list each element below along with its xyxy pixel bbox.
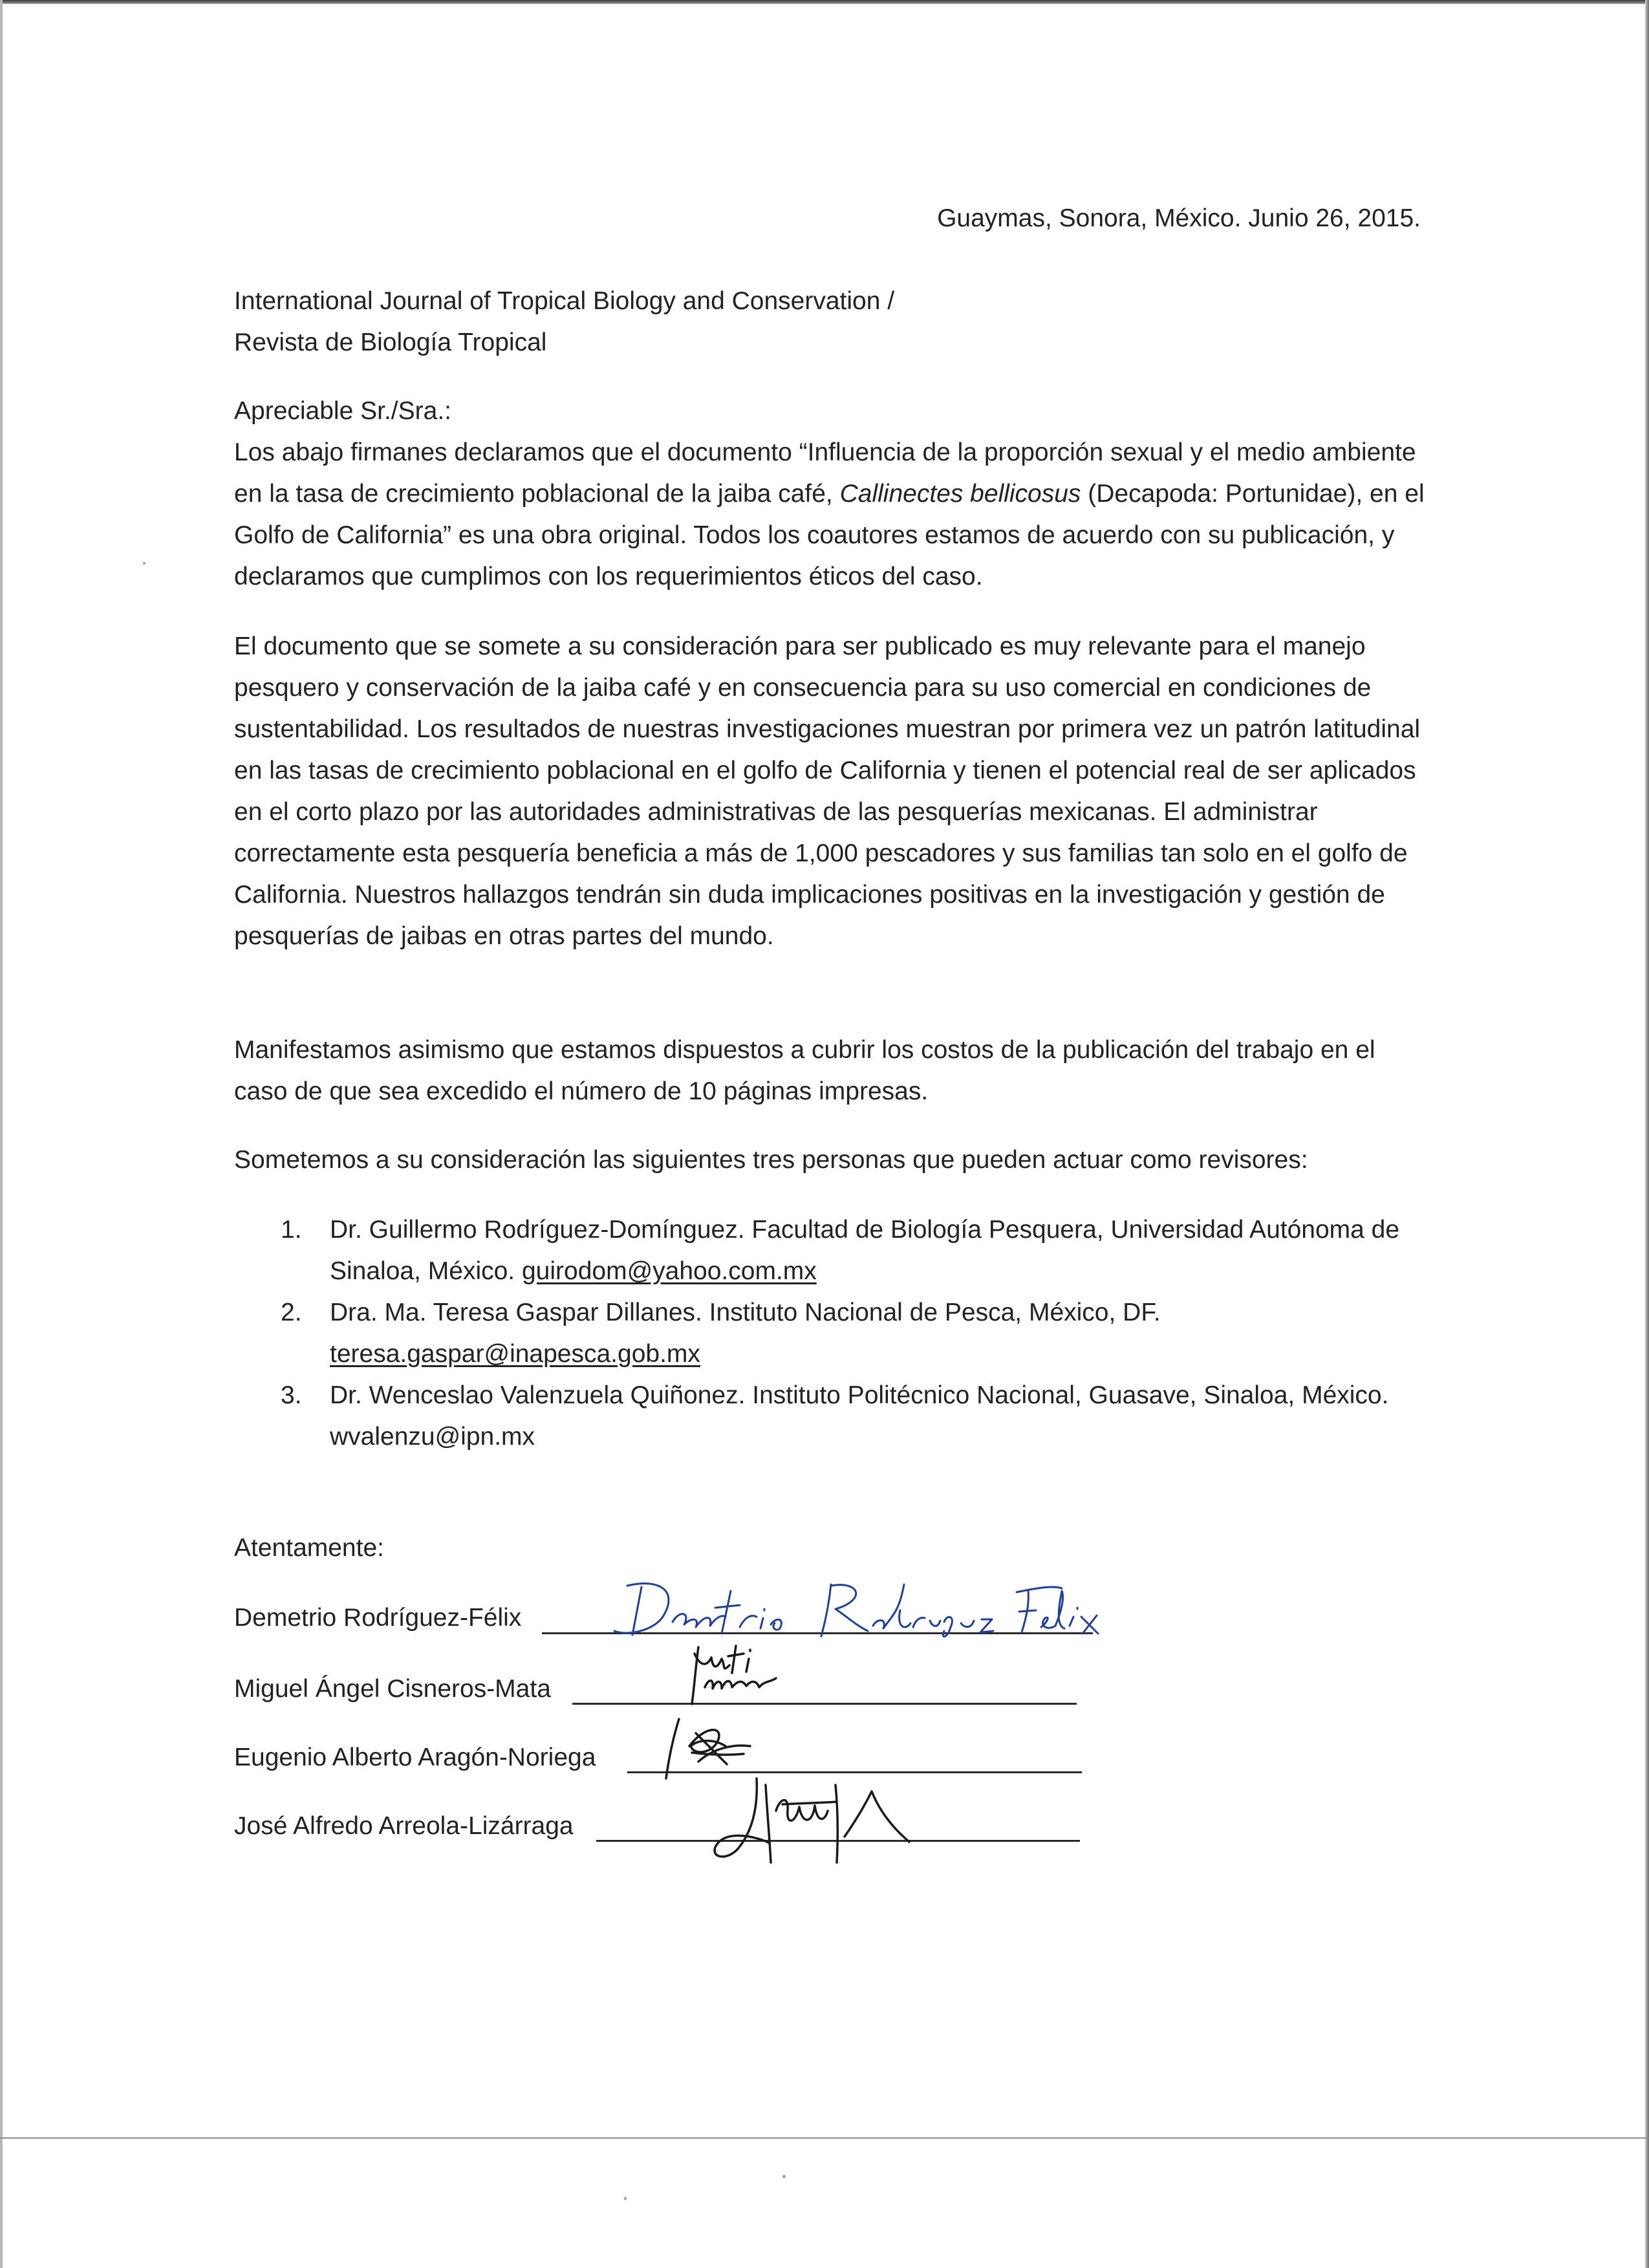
signatory-name: José Alfredo Arreola-Lizárraga — [234, 1812, 574, 1840]
scan-edge-top — [0, 0, 1649, 4]
closing-salutation: Atentamente: — [234, 1534, 384, 1562]
scan-line-bottom — [0, 2137, 1649, 2139]
reviewer-item — [234, 1209, 1430, 1292]
reviewer-list — [234, 1209, 1430, 1458]
recipient-journal-spanish: Revista de Biología Tropical — [234, 329, 547, 356]
reviewer-item — [234, 1375, 1430, 1458]
signature-jose-alfredo-arreola-lizarraga — [698, 1766, 918, 1875]
reviewer-item — [234, 1292, 1430, 1375]
species-name: Callinectes bellicosus — [839, 480, 1081, 508]
paragraph-relevance: El documento que se somete a su consideración para ser publicado es muy relevante para el manejo pesquero y conservación de la jaiba café y en consecuencia para su uso comercial en condiciones de sustentabilidad. Los resultados de nuestras investigaciones muestran por primera vez un patrón latitudinal en las tasas de crecimiento poblacional en el golfo de California y tienen el potencial real de ser aplicados en el corto plazo por las autoridades administrativas de las pesquerías mexicanas. El administrar correctamente esta pesquería beneficia a más de 1,000 pescadores y sus familias tan solo en el golfo de California. Nuestros hallazgos tendrán sin duda implicaciones positivas en la investigación y gestión de pesquerías de jaibas en otras partes del mundo. — [234, 632, 1421, 950]
signatory-name: Eugenio Alberto Aragón-Noriega — [234, 1744, 596, 1771]
recipient-journal: International Journal of Tropical Biology and Conservation / — [234, 287, 895, 315]
signature-demetrio-rodriguez-felix — [601, 1571, 1119, 1643]
letter-date-line: Guaymas, Sonora, México. Junio 26, 2015. — [937, 204, 1421, 232]
scan-edge-left — [0, 0, 3, 2268]
reviewer-email-link[interactable]: teresa.gaspar@inapesca.gob.mx — [330, 1340, 700, 1368]
scan-speck — [782, 2175, 786, 2178]
signatory-name: Miguel Ángel Cisneros-Mata — [234, 1675, 551, 1703]
paragraph-costs: Manifestamos asimismo que estamos dispuestos a cubrir los costos de la publicación del trabajo en el caso de que sea excedido el número de 10 páginas impresas. — [234, 1036, 1375, 1105]
paragraph-declaration — [234, 432, 1430, 598]
scan-edge-right — [1645, 0, 1649, 2268]
reviewer-number: 2. — [281, 1299, 302, 1326]
recipient-block — [234, 281, 1430, 363]
reviewer-text: Dr. Wenceslao Valenzuela Quiñonez. Instituto Politécnico Nacional, Guasave, Sinaloa, México. — [330, 1381, 1389, 1409]
signature-miguel-angel-cisneros-mata — [679, 1639, 795, 1711]
salutation: Apreciable Sr./Sra.: — [234, 397, 451, 425]
signature-line — [572, 1703, 1077, 1705]
reviewer-text: Dra. Ma. Teresa Gaspar Dillanes. Instituto Nacional de Pesca, México, DF. — [330, 1299, 1161, 1326]
reviewer-number: 1. — [281, 1216, 302, 1244]
paragraph-reviewers-intro: Sometemos a su consideración las siguientes tres personas que pueden actuar como revisores: — [234, 1146, 1308, 1174]
signatory-name: Demetrio Rodríguez-Félix — [234, 1604, 522, 1632]
declaration-text-end: (Decapoda: Portunidae), en el Golfo de California” es una obra original. Todos los coautores estamos de acuerdo con su publicación, y declaramos que cumplimos con los requerimientos éticos del caso. — [234, 480, 1425, 590]
scan-speck — [143, 562, 146, 565]
declaration-text: Los abajo firmanes declaramos que el documento “Influencia de la proporción sexual y el medio ambiente en la tasa de crecimiento poblacional de la jaiba café, — [234, 438, 1416, 508]
reviewer-email-link[interactable]: guirodom@yahoo.com.mx — [521, 1257, 817, 1285]
reviewer-number: 3. — [281, 1381, 302, 1409]
reviewer-email: wvalenzu@ipn.mx — [330, 1423, 535, 1451]
scan-speck — [624, 2197, 627, 2200]
reviewer-text: Dr. Guillermo Rodríguez-Domínguez. Facultad de Biología Pesquera, Universidad Autónoma de Sinaloa, México. — [330, 1216, 1400, 1285]
